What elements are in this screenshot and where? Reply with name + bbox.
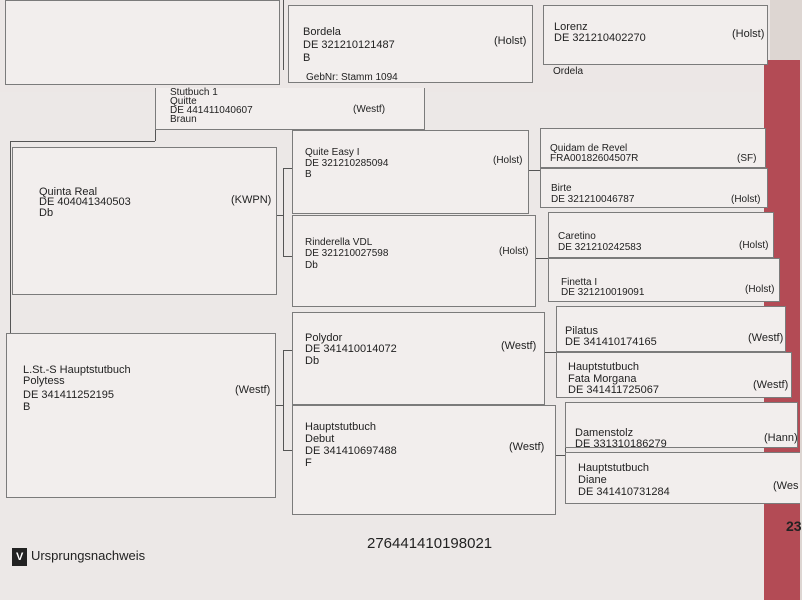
connector (283, 168, 292, 169)
horse-id: DE 341410731284 (578, 486, 670, 498)
connector (545, 352, 556, 353)
gen2-box-1 (292, 130, 529, 214)
horse-id: DE 321210402270 (554, 32, 646, 44)
sire-id: DE 404041340503 (39, 196, 131, 208)
connector (283, 450, 292, 451)
horse-name: Fata Morgana (568, 373, 637, 385)
horse-id: DE 321210046787 (551, 194, 635, 205)
subject-breed: (Westf) (353, 104, 386, 115)
connector (283, 256, 292, 257)
horse-id: DE 321210242583 (558, 242, 642, 253)
connector (283, 350, 284, 450)
sire-box (12, 147, 277, 295)
gen3-box-7 (565, 402, 798, 448)
horse-name: Lorenz (554, 21, 588, 33)
document-number: 276441410198021 (367, 535, 493, 552)
horse-name: Ordela (553, 66, 584, 77)
horse-breed: (Holst) (731, 194, 761, 205)
connector (536, 258, 548, 259)
dam-box (6, 333, 276, 498)
horse-id: DE 321210285094 (305, 158, 389, 169)
top-right-box (543, 5, 768, 65)
horse-name: Caretino (558, 231, 596, 242)
horse-name: Debut (305, 433, 335, 445)
horse-book: Hauptstutbuch (578, 462, 649, 474)
connector (283, 0, 284, 70)
horse-breed: (Hann) (764, 432, 798, 444)
horse-id: DE 321210027598 (305, 248, 389, 259)
gen3-box-5 (556, 306, 786, 352)
sire-color: Db (39, 207, 54, 219)
horse-id: DE 341410174165 (565, 336, 657, 348)
horse-color: Db (305, 355, 320, 367)
dam-name: Polytess (23, 375, 65, 387)
horse-name: Diane (578, 474, 607, 486)
horse-color: F (305, 457, 312, 469)
horse-breed: (Westf) (753, 379, 789, 391)
horse-name: Damenstolz (575, 427, 634, 439)
dam-id: DE 341411252195 (23, 389, 114, 401)
horse-name: Rinderella VDL (305, 237, 373, 248)
gen2-box-2 (292, 215, 536, 307)
gen3-box-3 (548, 212, 774, 258)
dam-stutbuch: L.St.-S Hauptstutbuch (23, 364, 131, 376)
connector (283, 350, 292, 351)
horse-id: DE 321210019091 (561, 287, 645, 298)
horse-breed: (Holst) (732, 28, 765, 40)
connector (556, 455, 565, 456)
horse-id: FRA00182604507R (550, 153, 639, 164)
page-number: 23 (786, 518, 802, 534)
gen2-box-3 (292, 312, 545, 405)
dam-breed: (Westf) (235, 384, 271, 396)
connector (277, 215, 283, 216)
horse-book: Hauptstutbuch (568, 361, 639, 373)
connector (10, 141, 155, 142)
horse-breed: (SF) (737, 153, 757, 164)
horse-name: Birte (551, 183, 572, 194)
horse-name: Quite Easy I (305, 147, 360, 158)
subject-color: Braun (170, 114, 197, 125)
horse-name: Quidam de Revel (550, 143, 628, 154)
gen3-box-1 (540, 128, 766, 168)
horse-name: Finetta I (561, 277, 598, 288)
gen3-box-2 (540, 168, 768, 208)
gen2-box-4 (292, 405, 556, 515)
sire-name: Quinta Real (39, 186, 98, 198)
horse-name: Pilatus (565, 325, 599, 337)
subject-name: Quitte (170, 96, 197, 107)
top-middle-box (288, 5, 533, 83)
horse-color: Db (305, 260, 318, 271)
horse-breed: (Holst) (493, 155, 523, 166)
gen3-box-6 (556, 352, 792, 398)
subject-box (155, 88, 425, 130)
connector (155, 130, 156, 141)
connector (283, 168, 284, 256)
gebnr: GebNr: Stamm 1094 (306, 72, 398, 83)
connector (276, 405, 283, 406)
sire-breed: (KWPN) (231, 194, 272, 206)
horse-breed: (Holst) (499, 246, 529, 257)
horse-color: B (303, 52, 311, 64)
top-left-box (5, 0, 280, 85)
horse-breed: (Holst) (745, 284, 775, 295)
section-badge: V (12, 548, 27, 566)
horse-id: DE 341410697488 (305, 445, 397, 457)
horse-name: Polydor (305, 332, 343, 344)
stutbuch: Stutbuch 1 (170, 87, 218, 98)
gen3-box-8 (565, 452, 800, 504)
horse-breed: (Westf) (509, 441, 545, 453)
horse-id: DE 341410014072 (305, 343, 397, 355)
gen3-box-4 (548, 258, 780, 302)
footer-section-label (12, 548, 145, 566)
horse-id: DE 331310186279 (575, 438, 667, 450)
subject-id: DE 441411040607 (170, 105, 253, 116)
horse-book: Hauptstutbuch (305, 421, 376, 433)
horse-name: Bordela (303, 26, 341, 38)
horse-breed: (Westf) (501, 340, 537, 352)
section-title: Ursprungsnachweis (30, 548, 146, 563)
horse-color: B (305, 169, 312, 180)
horse-breed: (Holst) (494, 35, 527, 47)
horse-id: DE 321210121487 (303, 39, 395, 51)
horse-breed: (Westf) (748, 332, 784, 344)
dam-color: B (23, 401, 31, 413)
horse-id: DE 341411725067 (568, 384, 659, 396)
horse-breed: (Wes (773, 480, 799, 492)
horse-breed: (Holst) (739, 240, 769, 251)
